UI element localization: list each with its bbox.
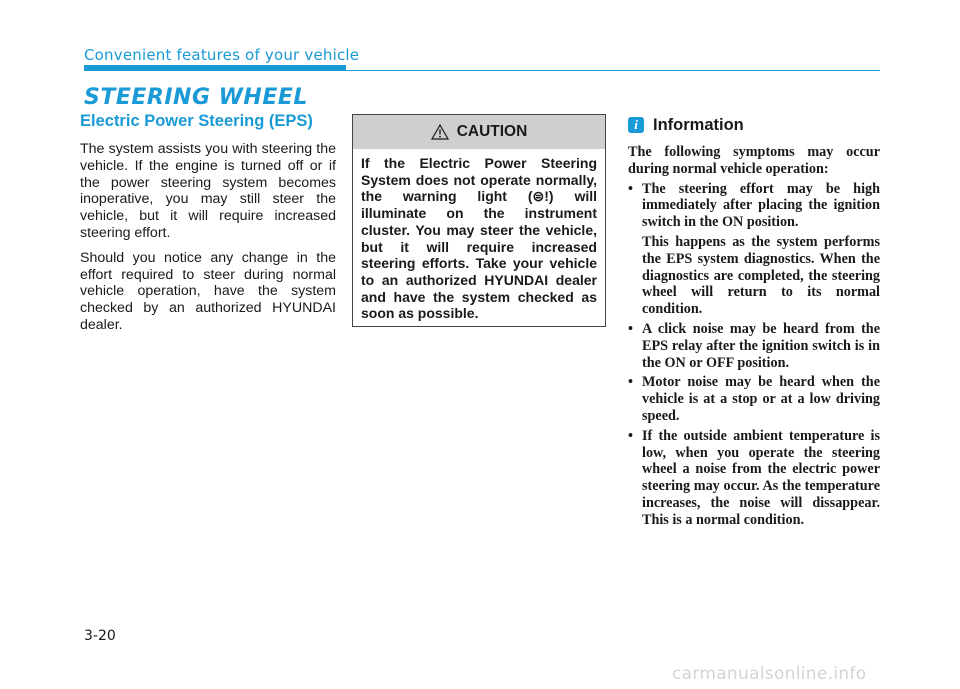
eps-heading: Electric Power Steering (EPS) (80, 112, 313, 130)
bullet: • (628, 427, 633, 444)
caution-label: CAUTION (456, 123, 528, 140)
list-item (628, 321, 880, 371)
list-item-text: If the outside ambient temperature is low, when you operate the steering wheel a noise from the electric power steering may occur. As the temperature increases, the noise will dissappear. This is a normal condition. (642, 427, 880, 528)
caution-box (352, 114, 606, 327)
list-item (628, 374, 880, 424)
caution-text-part-2: ) will illuminate on the instrument cluster. You may steer the vehicle, but it will require increased steering efforts. Take your vehicle to an authorized HYUNDAI dealer and have the system checked as soon as possible. (361, 188, 597, 322)
list-item (628, 428, 880, 529)
section-title: STEERING WHEEL (84, 85, 308, 110)
caution-text-part-1: If the Electric Power Steering System does not operate normally, the warning light ( (361, 155, 597, 205)
eps-warning-light-icon: ⊜! (532, 188, 549, 205)
eps-paragraph-2: Should you notice any change in the effort required to steer during normal vehicle operation, have the system checked by an authorized HYUNDAI dealer. (80, 249, 336, 333)
list-item-text: A click noise may be heard from the EPS relay after the ignition switch is in the ON or OFF position. (642, 320, 880, 371)
warning-triangle-icon (431, 124, 449, 140)
list-item-text: Motor noise may be heard when the vehicle is at a stop or at a low driving speed. (642, 374, 880, 424)
information-list (628, 181, 880, 529)
list-item-text: The steering effort may be high immediately after placing the ignition switch in the ON position. (642, 180, 880, 231)
information-title: Information (653, 115, 744, 134)
header-rule (346, 70, 880, 71)
information-intro: The following symptoms may occur during normal vehicle operation: (628, 144, 880, 177)
information-header (628, 114, 880, 136)
chapter-title: Convenient features of your vehicle (84, 46, 360, 64)
info-icon: i (628, 117, 644, 133)
header-accent-bar (84, 65, 346, 71)
page-number: 3-20 (84, 628, 116, 644)
caution-text (353, 149, 605, 322)
eps-paragraph-1: The system assists you with steering the vehicle. If the engine is turned off or if the power steering system becomes inoperative, you may still steer the vehicle, but it will require increased steering effort. (80, 141, 336, 241)
watermark: carmanualsonline.info (672, 664, 867, 684)
caution-header (353, 115, 605, 149)
bullet: • (628, 374, 633, 391)
bullet: • (628, 180, 633, 197)
list-item-followup: This happens as the system performs the EPS system diagnostics. When the diagnostics are completed, the steering wheel will return to its normal condition. (642, 233, 880, 318)
information-column (628, 114, 880, 532)
list-item (628, 181, 880, 318)
eps-column (80, 111, 336, 342)
bullet: • (628, 320, 633, 337)
